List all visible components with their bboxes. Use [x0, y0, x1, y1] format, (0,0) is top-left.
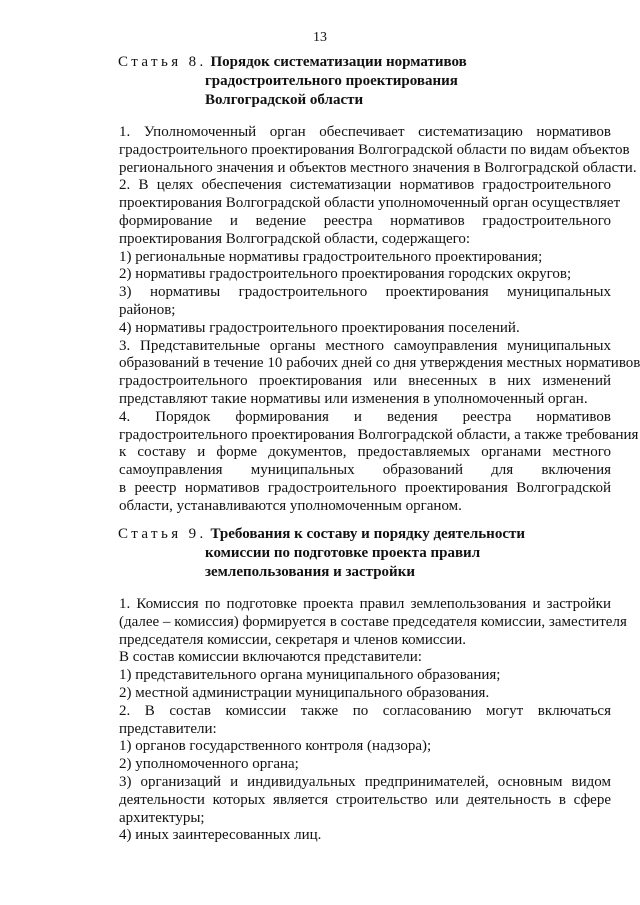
paragraph [82, 320, 611, 338]
paragraph-line: представляют такие нормативы или изменения в уполномоченный орган. [119, 390, 588, 407]
paragraph-line: формирование и ведение реестра нормативов градостроительного [119, 212, 611, 229]
paragraph [82, 177, 621, 248]
paragraph [82, 284, 611, 320]
paragraph-line: 2) уполномоченного органа; [119, 756, 299, 773]
paragraph-line: 4) иных заинтересованных лиц. [119, 827, 322, 844]
paragraph [82, 124, 637, 177]
paragraph-line: самоуправления муниципальных образований для включения [119, 462, 611, 479]
paragraph-line: 4) нормативы градостроительного проектирования поселений. [119, 319, 520, 336]
paragraph-line: в реестр нормативов градостроительного проектирования Волгоградской [119, 479, 611, 496]
paragraph [82, 266, 611, 284]
paragraph-line: 4. Порядок формирования и ведения реестра нормативов [119, 408, 611, 425]
paragraph-line: 1) органов государственного контроля (надзора); [119, 738, 432, 755]
paragraph-line: проектирования Волгоградской области, содержащего: [119, 230, 471, 247]
paragraph [82, 827, 611, 845]
paragraph-line: 3) организаций и индивидуальных предпринимателей, основным видом [119, 773, 611, 790]
paragraph [82, 337, 640, 409]
paragraph-line: 1. Уполномоченный орган обеспечивает систематизацию нормативов [119, 124, 611, 140]
article-8-body [82, 124, 640, 516]
article-9-title-line: Требования к составу и порядку деятельности [210, 526, 525, 542]
paragraph [82, 774, 611, 827]
paragraph-line: регионального значения и объектов местного значения в Волгоградской области. [119, 159, 637, 176]
paragraph-line: образований в течение 10 рабочих дней со дня утверждения местных нормативов [119, 355, 640, 372]
article-9-body [82, 596, 627, 845]
paragraph-line: 1. Комиссия по подготовке проекта правил землепользования и застройки [119, 596, 611, 612]
article-8-heading [118, 53, 467, 110]
paragraph-line: 2. В целях обеспечения систематизации нормативов градостроительного [119, 177, 611, 194]
paragraph [82, 596, 627, 649]
page-number: 13 [313, 30, 327, 45]
paragraph [82, 703, 611, 739]
paragraph-line: области, устанавливаются уполномоченным органом. [119, 497, 462, 514]
paragraph-line: 3. Представительные органы местного самоуправления муниципальных [119, 337, 611, 354]
article-8-label: Статья 8. [118, 54, 207, 70]
article-8-title-line: Волгоградской области [205, 92, 364, 108]
paragraph-line: представители: [119, 720, 217, 737]
paragraph-line: 2) нормативы градостроительного проектирования городских округов; [119, 266, 572, 283]
paragraph-line: градостроительного проектирования Волгоградской области по видам объектов [119, 141, 630, 158]
paragraph-line: 3) нормативы градостроительного проектирования муниципальных [119, 284, 611, 301]
paragraph-line: градостроительного проектирования или внесенных в них изменений [119, 373, 611, 390]
paragraph-line: 2. В состав комиссии также по согласованию могут включаться [119, 702, 611, 719]
article-9-title-line: землепользования и застройки [205, 564, 415, 580]
article-8-title-line: Порядок систематизации нормативов [210, 54, 467, 70]
paragraph [82, 667, 611, 685]
article-9-heading [118, 525, 525, 582]
paragraph-line: деятельности которых является строительство или деятельность в сфере [119, 791, 611, 808]
paragraph-line: (далее – комиссия) формируется в составе председателя комиссии, заместителя [119, 613, 627, 630]
article-8-title-line: градостроительного проектирования [205, 73, 458, 89]
paragraph-line: проектирования Волгоградской области уполномоченный орган осуществляет [119, 195, 621, 212]
paragraph [82, 756, 611, 774]
paragraph [82, 249, 611, 267]
paragraph-line: председателя комиссии, секретаря и членов комиссии. [119, 631, 466, 648]
paragraph [82, 685, 611, 703]
paragraph [82, 738, 611, 756]
paragraph-line: В состав комиссии включаются представители: [119, 649, 422, 666]
paragraph-line: архитектуры; [119, 809, 205, 826]
paragraph-line: 2) местной администрации муниципального образования. [119, 684, 490, 701]
paragraph [82, 649, 611, 667]
paragraph-line: 1) представительного органа муниципального образования; [119, 667, 501, 684]
paragraph-line: градостроительного проектирования Волгоградской области, а также требования [119, 426, 639, 443]
paragraph [82, 408, 639, 516]
article-9-label: Статья 9. [118, 526, 207, 542]
article-9-title-line: комиссии по подготовке проекта правил [205, 545, 481, 561]
paragraph-line: 1) региональные нормативы градостроительного проектирования; [119, 248, 543, 265]
paragraph-line: районов; [119, 301, 176, 318]
paragraph-line: к составу и форме документов, предоставляемых органами местного [119, 444, 611, 461]
